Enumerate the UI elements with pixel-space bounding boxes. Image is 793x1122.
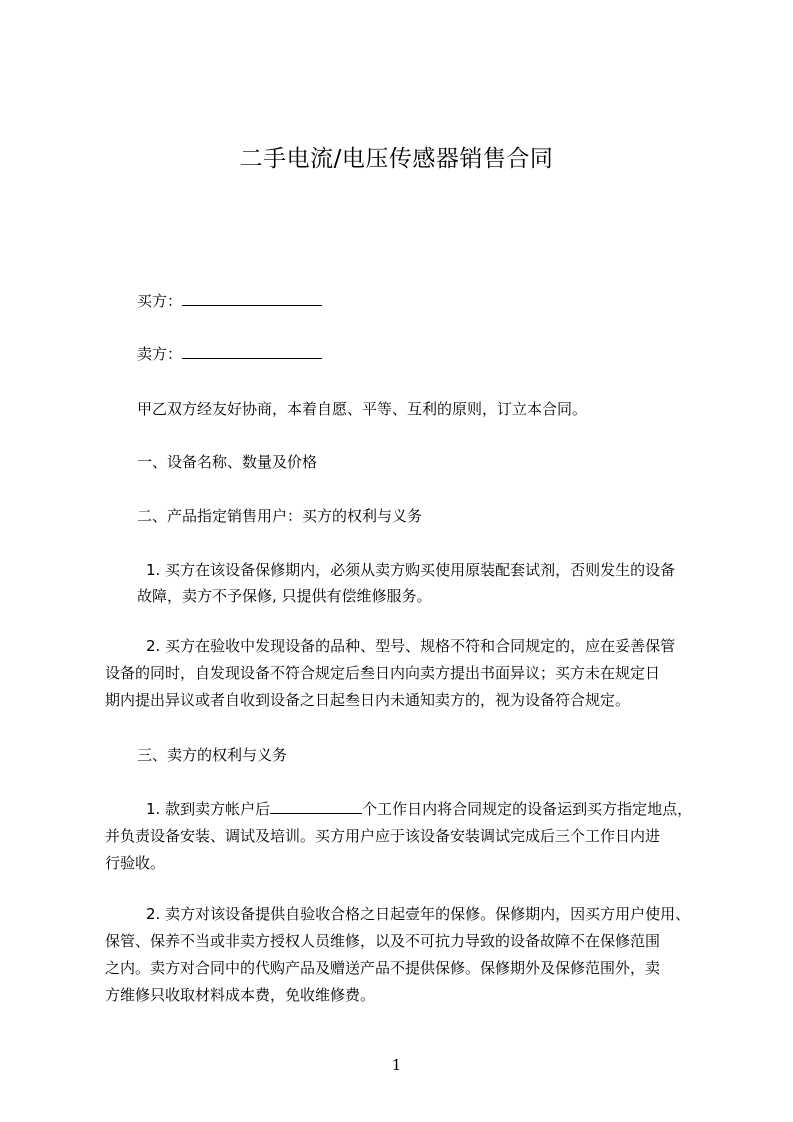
contract-title: 二手电流/电压传感器销售合同 [239, 146, 554, 172]
seller-label: 卖方： [137, 345, 183, 363]
section3-item2-line2: 保管、保养不当或非卖方授权人员维修，以及不可抗力导致的设备故障不在保修范围 [105, 932, 661, 950]
section2-item1-line2: 故障，卖方不予保修, 只提供有偿维修服务。 [137, 587, 432, 605]
buyer-line [137, 291, 322, 311]
section3-item1-line2: 并负责设备安装、调试及培训。买方用户应于该设备安装调试完成后三个工作日内进 [105, 827, 661, 845]
section3-item2-line3: 之内。卖方对合同中的代购产品及赠送产品不提供保修。保修期外及保修范围外，卖 [105, 959, 661, 977]
section2-item2-line1: 2. 买方在验收中发现设备的品种、型号、规格不符和合同规定的，应在妥善保管 [146, 637, 676, 655]
section2-item1-line1: 1. 买方在该设备保修期内，必须从卖方购买使用原装配套试剂，否则发生的设备 [146, 561, 676, 579]
section1-heading: 一、设备名称、数量及价格 [137, 453, 318, 471]
section3-item2-line1: 2. 卖方对该设备提供自验收合格之日起壹年的保修。保修期内，因买方用户使用、 [146, 905, 691, 923]
buyer-label: 买方： [137, 292, 183, 310]
section3-item2-line4: 方维修只收取材料成本费，免收维修费。 [105, 986, 376, 1004]
section3-item1-suffix: 个工作日内将合同规定的设备运到买方指定地点， [362, 800, 693, 818]
section3-item1-prefix: 1. 款到卖方帐户后 [146, 800, 271, 818]
intro-paragraph: 甲乙双方经友好协商，本着自愿、平等、互利的原则，订立本合同。 [137, 400, 588, 418]
page-number: 1 [391, 1056, 402, 1074]
buyer-blank[interactable] [182, 291, 322, 306]
seller-blank[interactable] [182, 344, 322, 359]
delivery-days-blank[interactable] [270, 799, 362, 814]
section3-item1-line3: 行验收。 [105, 854, 166, 872]
seller-line [137, 344, 322, 364]
section3-item1-line1 [146, 799, 692, 819]
section2-heading: 二、产品指定销售用户：买方的权利与义务 [137, 507, 423, 525]
section2-item2-line3: 期内提出异议或者自收到设备之日起叁日内未通知卖方的，视为设备符合规定。 [105, 691, 631, 709]
section2-item2-line2: 设备的同时，自发现设备不符合规定后叁日内向卖方提出书面异议；买方未在规定日 [105, 664, 661, 682]
section3-heading: 三、卖方的权利与义务 [137, 746, 288, 764]
